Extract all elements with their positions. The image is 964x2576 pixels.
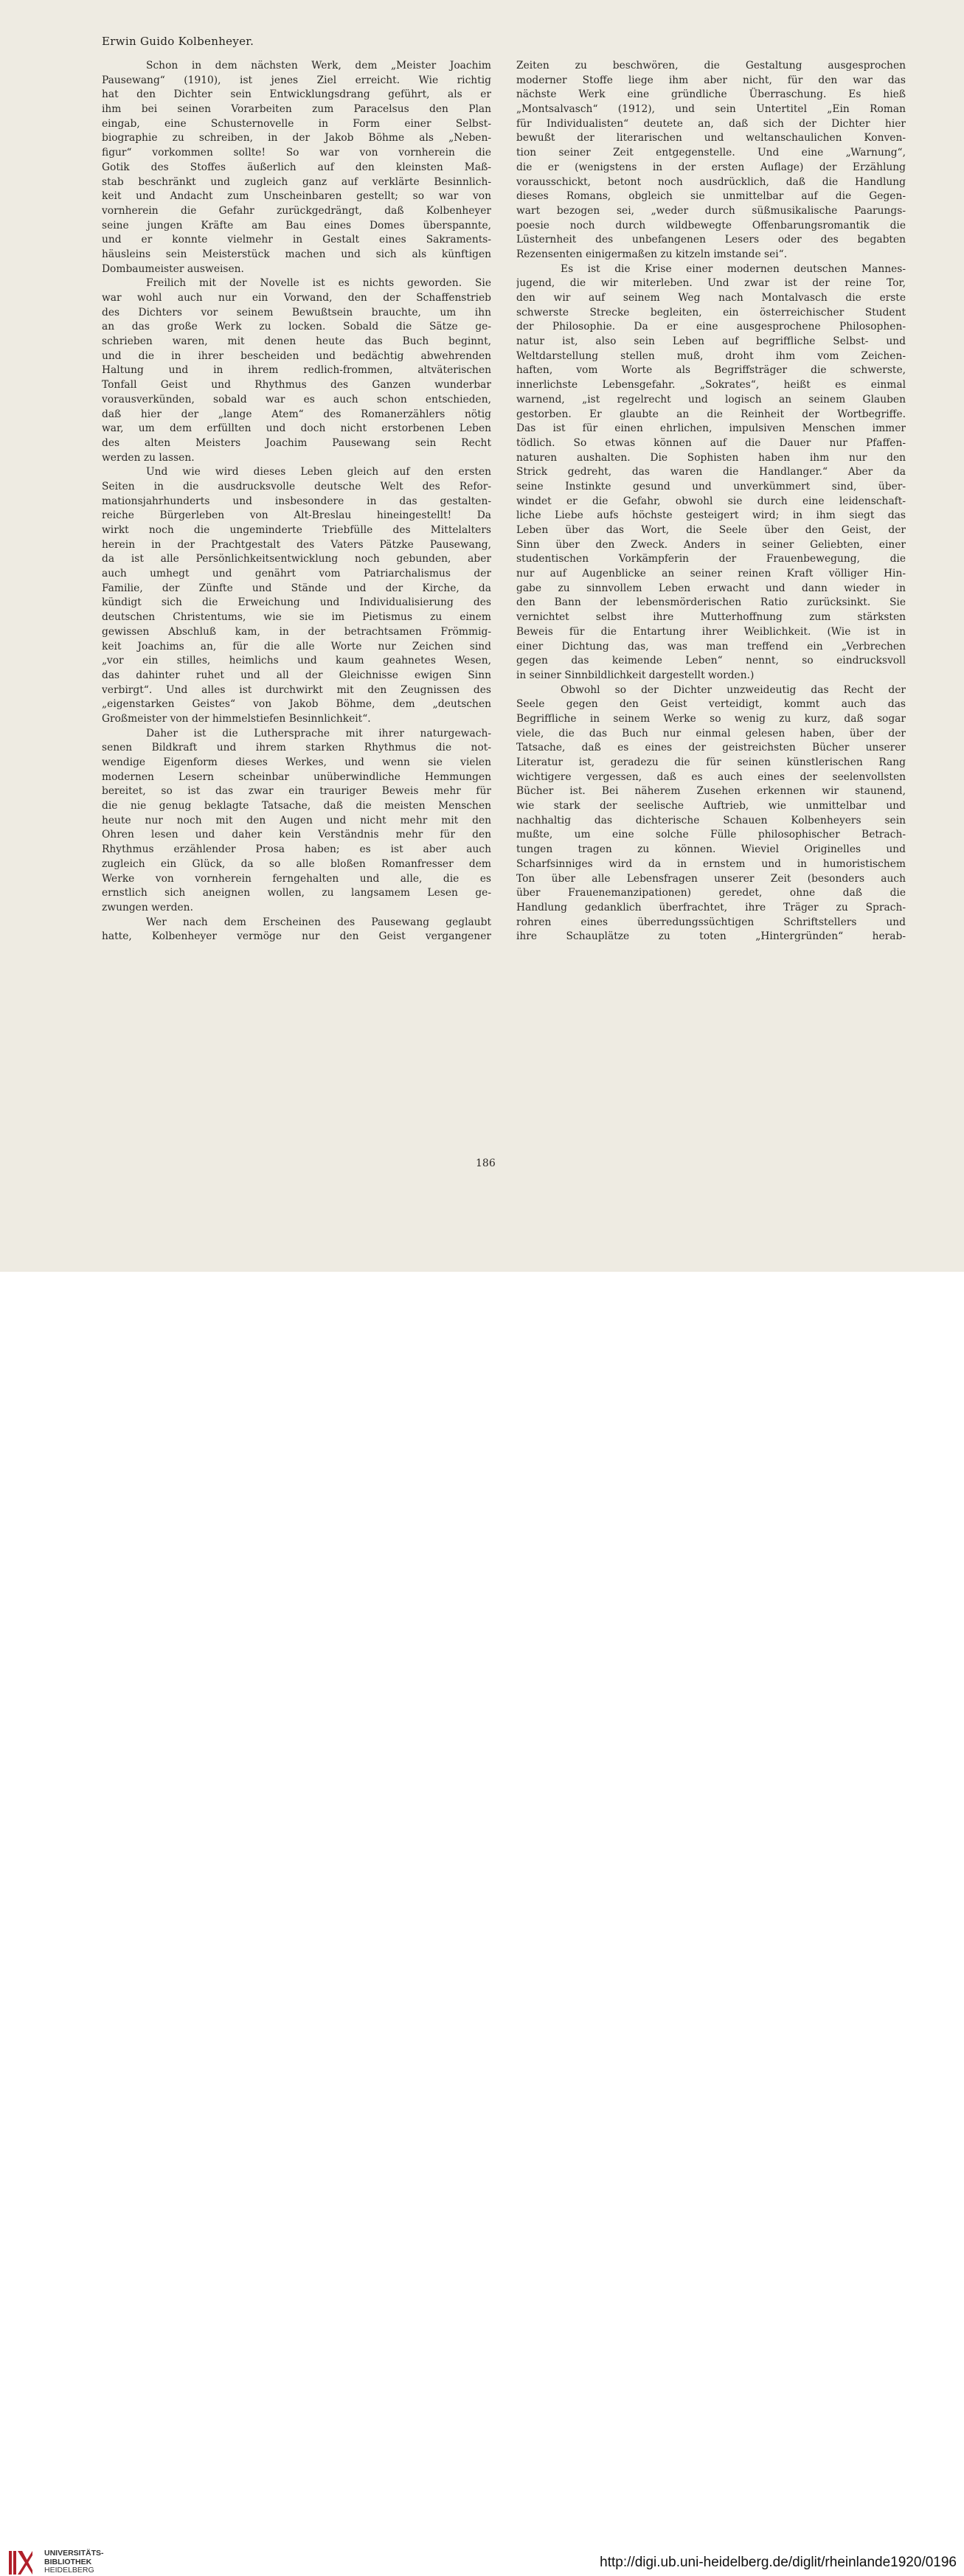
text-line: den wir auf seinem Weg nach Montalvasch die erste — [516, 292, 906, 304]
text-line: „eigenstarken Geistes“ von Jakob Böhme, dem „deutschen — [102, 698, 491, 711]
page-number: 186 — [476, 1158, 496, 1169]
text-line: Das ist für einen ehrlichen, impulsiven Menschen immer — [516, 422, 906, 435]
text-line: Ton über alle Lebensfragen unserer Zeit (besonders auch — [516, 872, 906, 885]
text-line: des Dichters vor seinem Bewußtsein brauchte, um ihn — [102, 306, 491, 318]
text-line: poesie noch durch wildbewegte Offenbarungsromantik die — [516, 219, 906, 232]
text-line: seine Instinkte gesund und unverkümmert sind, über- — [516, 480, 906, 492]
text-line: den Bann der lebensmörderischen Ratio zurücksinkt. Sie — [516, 596, 906, 609]
library-name-line-3: HEIDELBERG — [44, 2566, 94, 2575]
text-line: stab beschränkt und zugleich ganz auf verklärte Besinnlich- — [102, 175, 491, 188]
text-line: hatte, Kolbenheyer vermöge nur den Geist vergangener — [102, 930, 491, 943]
text-line: einer Dichtung das, was man treffend ein „Verbrechen — [516, 640, 906, 652]
text-line: Leben über das Wort, die Seele über den Geist, der — [516, 524, 906, 536]
text-line: hat den Dichter sein Entwicklungsdrang geführt, als er — [102, 88, 491, 101]
text-line: Gotik des Stoffes äußerlich auf den kleinsten Maß- — [102, 161, 491, 173]
text-line: wart bezogen sei, „weder durch süßmusikalische Paarungs- — [516, 204, 906, 217]
text-line: Es ist die Krise einer modernen deutschen Mannes- — [561, 262, 906, 275]
text-line: Schon in dem nächsten Werk, dem „Meister Joachim — [146, 60, 491, 72]
text-line: Literatur ist, geradezu die für seinen künstlerischen Rang — [516, 756, 906, 768]
text-line: seine jungen Kräfte am Bau eines Domes überspannte, — [102, 219, 491, 232]
text-line: innerlichste Lebensgefahr. „Sokrates“, heißt es einmal — [516, 379, 906, 391]
left-text-column — [102, 59, 491, 944]
text-line: und die in ihrer bescheiden und bedächtig abwehrenden — [102, 349, 491, 362]
text-line: keit und Andacht zum Unscheinbaren gestellt; so war von — [102, 190, 491, 203]
text-line: vorausschickt, betont noch ausdrücklich, daß die Handlung — [516, 175, 906, 188]
text-line: Rhythmus erzählender Prosa haben; es ist aber auch — [102, 843, 491, 856]
text-line: häusleins sein Meisterstück machen und sich als künftigen — [102, 248, 491, 260]
text-line: dieses Romans, obgleich sie unmittelbar auf die Gegen- — [516, 190, 906, 203]
text-line: windet er die Gefahr, obwohl sie durch eine leidenschaft- — [516, 495, 906, 507]
text-line: gabe zu sinnvollem Leben erwacht und dann wieder in — [516, 582, 906, 594]
text-line: gegen das keimende Leben“ nennt, so eindrucksvoll — [516, 655, 906, 667]
text-line: daß hier der „lange Atem“ des Romanerzählers nötig — [102, 408, 491, 420]
text-line: nur auf Augenblicke an seiner reinen Kraft völliger Hin- — [516, 568, 906, 580]
text-line: und er konnte vielmehr in Gestalt eines Sakraments- — [102, 234, 491, 246]
text-line: verbirgt“. Und alles ist durchwirkt mit den Zeugnissen des — [102, 683, 491, 696]
library-name — [44, 2549, 104, 2575]
text-line: deutschen Christentums, wie sie im Pietismus zu einem — [102, 611, 491, 624]
text-line: wirkt noch die ungeminderte Triebfülle des Mittelalters — [102, 524, 491, 536]
text-line: ernstlich sich aneignen wollen, zu langsamem Lesen ge- — [102, 887, 491, 899]
digitization-footer — [0, 1272, 964, 2575]
text-line: wendige Eigenform dieses Werkes, und wenn sie vielen — [102, 756, 491, 768]
text-line: ihm bei seinen Vorarbeiten zum Paracelsus den Plan — [102, 103, 491, 116]
text-line: Seele gegen den Geist verteidigt, kommt auch das — [516, 698, 906, 711]
library-name-line-2: BIBLIOTHEK — [44, 2557, 92, 2566]
text-line: tion seiner Zeit entgegenstelle. Und eine „Warnung“, — [516, 147, 906, 159]
text-line: Rezensenten einigermaßen zu kitzeln imstande sei“. — [516, 248, 788, 260]
library-logo-icon — [7, 2549, 35, 2576]
text-line: nächste Werk eine gründliche Überraschung. Es hieß — [516, 88, 906, 101]
text-line: Scharfsinniges wird da in ernstem und in humoristischem — [516, 857, 906, 870]
text-line: kündigt sich die Erweichung und Individualisierung des — [102, 596, 491, 609]
text-line: ihre Schauplätze zu toten „Hintergründen“ herab- — [516, 930, 906, 943]
text-line: modernen Lesern scheinbar unüberwindliche Hemmungen — [102, 770, 491, 783]
text-line: an das große Werk zu locken. Sobald die Sätze ge- — [102, 321, 491, 333]
scanned-page — [0, 0, 964, 1272]
text-line: Zeiten zu beschwören, die Gestaltung ausgesprochen — [516, 60, 906, 72]
text-line: schwerste Strecke begleiten, ein österreichischer Student — [516, 306, 906, 318]
text-line: zwungen werden. — [102, 901, 193, 913]
text-line: die nie genug beklagte Tatsache, daß die meisten Menschen — [102, 800, 491, 812]
text-line: gestorben. Er glaubte an die Reinheit der Wortbegriffe. — [516, 408, 906, 420]
text-line: Daher ist die Luthersprache mit ihrer naturgewach- — [146, 727, 491, 739]
text-line: der Philosophie. Da er eine ausgesprochene Philosophen- — [516, 321, 906, 333]
text-line: über Frauenemanzipationen) geredet, ohne daß die — [516, 887, 906, 899]
text-line: Tatsache, daß es eines der geistreichsten Bücher unserer — [516, 742, 906, 754]
text-line: tungen tragen zu können. Wieviel Originelles und — [516, 843, 906, 856]
text-line: schrieben waren, mit denen heute das Buch beginnt, — [102, 335, 491, 348]
text-line: Obwohl so der Dichter unzweideutig das Recht der — [561, 683, 906, 696]
text-line: figur“ vorkommen sollte! So war von vornherein die — [102, 147, 491, 159]
text-line: „vor ein stilles, heimlichs und kaum geahnetes Wesen, — [102, 655, 491, 667]
text-line: Wer nach dem Erscheinen des Pausewang geglaubt — [146, 916, 491, 928]
text-line: Sinn über den Zweck. Anders in seiner Geliebten, einer — [516, 538, 906, 551]
text-line: war wohl auch nur ein Vorwand, den der Schaffenstrieb — [102, 292, 491, 304]
text-line: werden zu lassen. — [102, 451, 195, 464]
text-line: Bücher ist. Bei näherem Zusehen erkennen wir staunend, — [516, 785, 906, 798]
text-line: „Montsalvasch“ (1912), und sein Untertitel „Ein Roman — [516, 103, 906, 116]
text-line: mußte, um eine solche Fülle philosophischer Betrach- — [516, 829, 906, 841]
source-url-link[interactable]: http://digi.ub.uni-heidelberg.de/diglit/rheinlande1920/0196 — [600, 2555, 957, 2570]
running-header: Erwin Guido Kolbenheyer. — [102, 35, 254, 48]
text-line: Beweis für die Entartung ihrer Weiblichkeit. (Wie ist in — [516, 625, 906, 638]
text-line: Und wie wird dieses Leben gleich auf den ersten — [146, 466, 491, 478]
text-line: mationsjahrhunderts und insbesondere in das gestalten- — [102, 495, 491, 507]
text-line: tödlich. So etwas können auf die Dauer nur Pfaffen- — [516, 436, 906, 449]
text-line: Begriffliche in seinem Werke so wenig zu kurz, daß sogar — [516, 712, 906, 725]
text-line: Dombaumeister ausweisen. — [102, 262, 244, 275]
text-line: Strick gedreht, das waren die Handlanger.“ Aber da — [516, 466, 906, 478]
text-line: wichtigere vergessen, daß es auch eines der seelenvollsten — [516, 770, 906, 783]
text-line: Werke von vornherein ferngehalten und alle, die es — [102, 872, 491, 885]
text-line: haften, vom Worte als Begriffsträger die schwerste, — [516, 364, 906, 377]
text-line: die er (wenigstens in der ersten Auflage) der Erzählung — [516, 161, 906, 173]
text-line: moderner Stoffe liege ihm aber nicht, für den war das — [516, 74, 906, 86]
text-line: Seiten in die ausdrucksvolle deutsche Welt des Refor- — [102, 480, 491, 492]
text-line: des alten Meisters Joachim Pausewang sein Recht — [102, 436, 491, 449]
text-line: bewußt der literarischen und weltanschaulichen Konven- — [516, 132, 906, 145]
text-line: Haltung und in ihrem redlich-frommen, altväterischen — [102, 364, 491, 377]
text-line: vornherein die Gefahr zurückgedrängt, daß Kolbenheyer — [102, 204, 491, 217]
text-line: keit Joachims an, für die alle Worte nur Zeichen sind — [102, 640, 491, 652]
text-line: Freilich mit der Novelle ist es nichts geworden. Sie — [146, 277, 491, 290]
text-line: Familie, der Zünfte und Stände und der Kirche, da — [102, 582, 491, 594]
text-line: studentischen Vorkämpferin der Frauenbewegung, die — [516, 553, 906, 565]
text-line: für Individualisten“ deutete an, daß sich der Dichter hier — [516, 117, 906, 130]
text-line: natur ist, also sein Leben auf begriffliche Selbst- und — [516, 335, 906, 348]
text-line: herein in der Prachtgestalt des Vaters Pätzke Pausewang, — [102, 538, 491, 551]
text-line: eingab, eine Schusternovelle in Form einer Selbst- — [102, 117, 491, 130]
text-line: reiche Bürgerleben von Alt-Breslau hineingestellt! Da — [102, 509, 491, 522]
text-line: rohren eines überredungssüchtigen Schriftstellers und — [516, 916, 906, 928]
right-text-column — [516, 59, 906, 944]
text-line: vorausverkünden, sobald war es auch schon entschieden, — [102, 393, 491, 405]
text-line: liche Liebe aufs höchste gesteigert wird; in ihm siegt das — [516, 509, 906, 522]
text-line: Weltdarstellung stellen muß, droht ihm vom Zeichen- — [516, 349, 906, 362]
text-line: naturen aushalten. Die Sophisten haben ihm nur den — [516, 451, 906, 464]
text-line: Ohren lesen und daher kein Verständnis mehr für den — [102, 829, 491, 841]
text-line: Lüsternheit des unbefangenen Lesers oder des begabten — [516, 234, 906, 246]
text-line: wie stark der seelische Auftrieb, wie unmittelbar und — [516, 800, 906, 812]
text-line: bereitet, so ist das zwar ein trauriger Beweis mehr für — [102, 785, 491, 798]
text-line: Handlung gedanklich überfrachtet, ihre Träger zu Sprach- — [516, 901, 906, 913]
text-line: warnend, „ist regelrecht und logisch an seinem Glauben — [516, 393, 906, 405]
text-line: vernichtet selbst ihre Mutterhoffnung zum stärksten — [516, 611, 906, 624]
text-line: zugleich ein Glück, da so alle bloßen Romanfresser dem — [102, 857, 491, 870]
text-line: da ist alle Persönlichkeitsentwicklung noch gebunden, aber — [102, 553, 491, 565]
text-line: Großmeister von der himmelstiefen Besinnlichkeit“. — [102, 712, 371, 725]
text-line: nachhaltig das dichterische Schauen Kolbenheyers sein — [516, 814, 906, 826]
text-line: viele, die das Buch nur einmal gelesen haben, über der — [516, 727, 906, 739]
text-line: jugend, die wir miterleben. Und zwar ist der reine Tor, — [516, 277, 906, 290]
text-line: in seiner Sinnbildlichkeit dargestellt worden.) — [516, 669, 755, 681]
text-line: auch umhegt und genährt vom Patriarchalismus der — [102, 568, 491, 580]
text-line: gewissen Abschluß kam, in der betrachtsamen Frömmig- — [102, 625, 491, 638]
text-line: biographie zu schreiben, in der Jakob Böhme als „Neben- — [102, 132, 491, 145]
text-line: das dahinter ruhet und all der Gleichnisse ewigen Sinn — [102, 669, 491, 681]
text-line: senen Bildkraft und ihrem starken Rhythmus die not- — [102, 742, 491, 754]
text-line: war, um dem erfüllten und doch nicht erstorbenen Leben — [102, 422, 491, 435]
text-line: Pausewang“ (1910), ist jenes Ziel erreicht. Wie richtig — [102, 74, 491, 86]
text-line: Tonfall Geist und Rhythmus des Ganzen wunderbar — [102, 379, 491, 391]
library-name-line-1: UNIVERSITÄTS- — [44, 2549, 104, 2558]
text-line: heute nur noch mit den Augen und nicht mehr mit den — [102, 814, 491, 826]
